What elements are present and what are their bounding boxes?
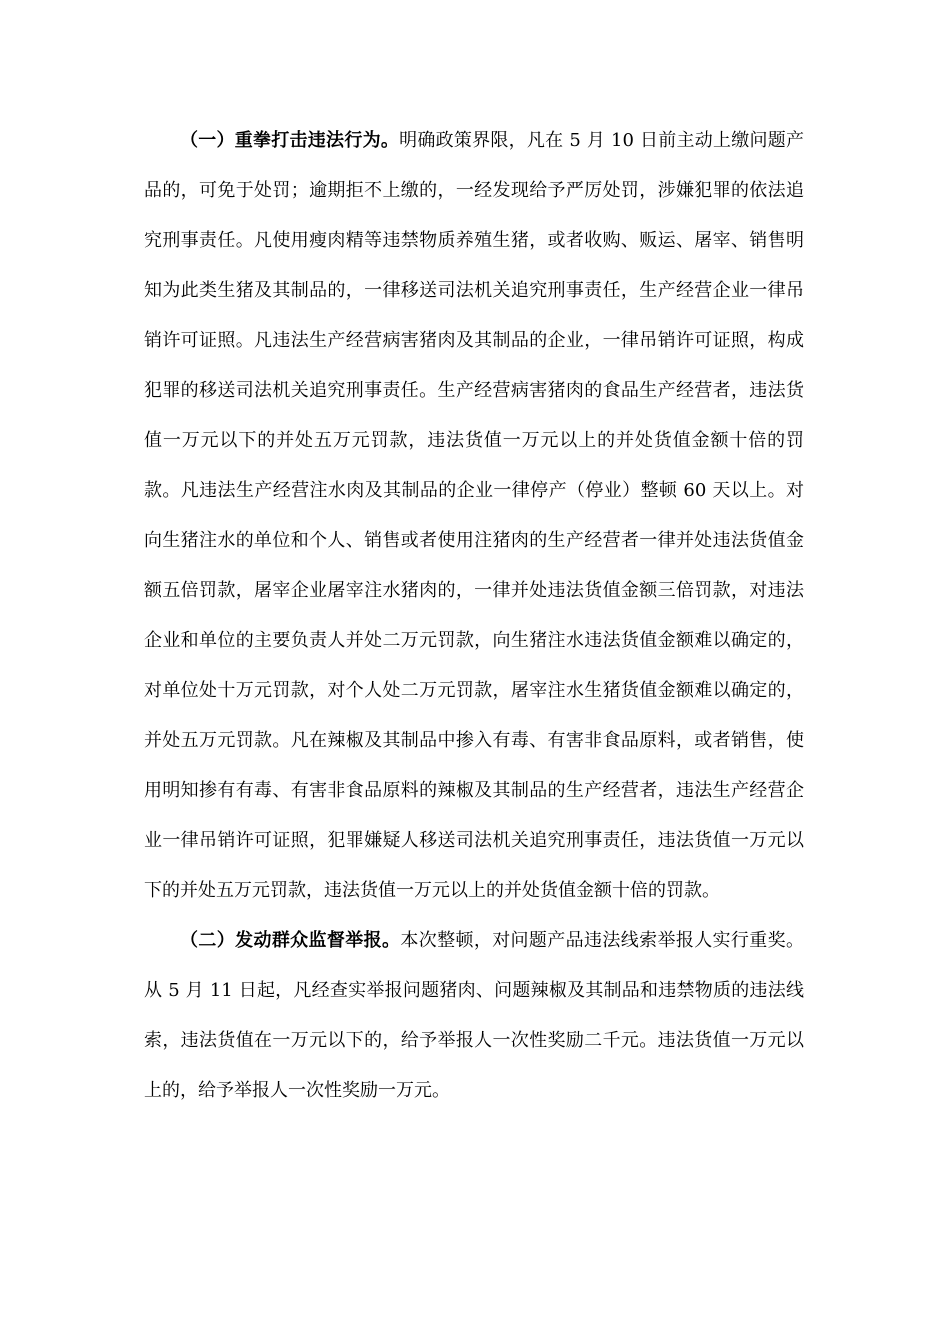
paragraph-text: 本次整顿，对问题产品违法线索举报人实行重奖。从 5 月 11 日起，凡经查实举报问题猪肉、问题辣椒及其制品和违禁物质的违法线索，违法货值在一万元以下的，给予举报人一次性奖励二千元。违法货值一万元以上的，给予举报人一次性奖励一万元。 (144, 930, 805, 1101)
paragraph-heading: （一）重拳打击违法行为。 (180, 130, 400, 151)
document-body (144, 116, 804, 1116)
paragraph-public-reporting (144, 916, 804, 1116)
paragraph-crackdown (144, 116, 804, 916)
paragraph-text: 明确政策界限，凡在 5 月 10 日前主动上缴问题产品的，可免于处罚；逾期拒不上缴的，一经发现给予严厉处罚，涉嫌犯罪的依法追究刑事责任。凡使用瘦肉精等违禁物质养殖生猪，或者收购、贩运、屠宰、销售明知为此类生猪及其制品的，一律移送司法机关追究刑事责任，生产经营企业一律吊销许可证照。凡违法生产经营病害猪肉及其制品的企业，一律吊销许可证照，构成犯罪的移送司法机关追究刑事责任。生产经营病害猪肉的食品生产经营者，违法货值一万元以下的并处五万元罚款，违法货值一万元以上的并处货值金额十倍的罚款。凡违法生产经营注水肉及其制品的企业一律停产（停业）整顿 60 天以上。对向生猪注水的单位和个人、销售或者使用注猪肉的生产经营者一律并处违法货值金额五倍罚款，屠宰企业屠宰注水猪肉的，一律并处违法货值金额三倍罚款，对违法企业和单位的主要负责人并处二万元罚款，向生猪注水违法货值金额难以确定的，对单位处十万元罚款，对个人处二万元罚款，屠宰注水生猪货值金额难以确定的，并处五万元罚款。凡在辣椒及其制品中掺入有毒、有害非食品原料，或者销售，使用明知掺有有毒、有害非食品原料的辣椒及其制品的生产经营者，违法生产经营企业一律吊销许可证照，犯罪嫌疑人移送司法机关追究刑事责任，违法货值一万元以下的并处五万元罚款，违法货值一万元以上的并处货值金额十倍的罚款。 (144, 130, 804, 901)
paragraph-heading: （二）发动群众监督举报。 (180, 930, 401, 951)
